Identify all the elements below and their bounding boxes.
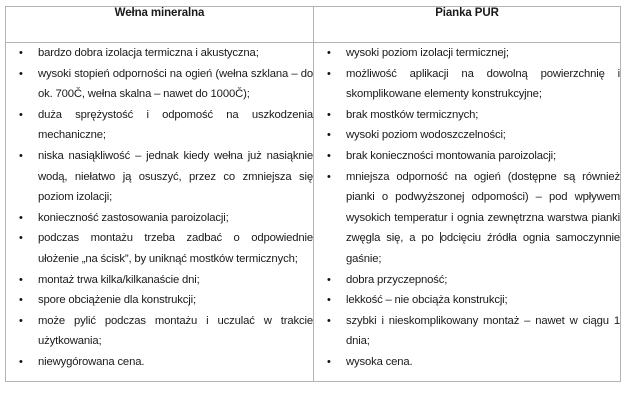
list-item: • podczas montażu trzeba zadbać o odpowiednie ułożenie „na ścisk”, by uniknąć mostków termicznych; xyxy=(6,228,313,269)
list-item: • niska nasiąkliwość – jednak kiedy wełna już nasiąknie wodą, niełatwo ją osuszyć, przez co zmniejsza się poziom izolacji; xyxy=(6,146,313,208)
column-header-pianka-pur xyxy=(314,7,621,43)
comparison-table xyxy=(5,6,621,382)
list-item: • wysoki poziom wodoszczelności; xyxy=(314,125,620,146)
list-item: • wysoki poziom izolacji termicznej; xyxy=(314,43,620,64)
list-item: • brak konieczności montowania paroizolacji; xyxy=(314,146,620,167)
list-item: • duża sprężystość i odpomość na uszkodzenia mechaniczne; xyxy=(6,105,313,146)
column-header-welna-mineralna xyxy=(6,7,314,43)
text-cursor-caret xyxy=(440,232,441,243)
list-item: • bardzo dobra izolacja termiczna i akustyczna; xyxy=(6,43,313,64)
feature-list-pianka-pur xyxy=(314,43,620,373)
list-item: • lekkość – nie obciąża konstrukcji; xyxy=(314,290,620,311)
cell-pianka-pur xyxy=(314,43,621,382)
column-header-label: Pianka PUR xyxy=(435,7,499,19)
table-header-row xyxy=(6,7,621,43)
column-header-label: Wełna mineralna xyxy=(114,7,205,19)
list-item: • może pylić podczas montażu i uczulać w trakcie użytkowania; xyxy=(6,311,313,352)
table-body-row xyxy=(6,43,621,382)
list-item: • wysoka cena. xyxy=(314,352,620,373)
list-item: • szybki i nieskomplikowany montaż – nawet w ciągu 1 dnia; xyxy=(314,311,620,352)
feature-list-welna-mineralna xyxy=(6,43,313,373)
list-item: • wysoki stopień odporności na ogień (wełna szklana – do ok. 700Č, wełna skalna – nawet do 1000Č); xyxy=(6,64,313,105)
list-item: • niewygórowana cena. xyxy=(6,352,313,373)
list-item: • możliwość aplikacji na dowolną powierzchnię i skomplikowane elementy konstrukcyjne; xyxy=(314,64,620,105)
list-item: • konieczność zastosowania paroizolacji; xyxy=(6,208,313,229)
list-item: • spore obciążenie dla konstrukcji; xyxy=(6,290,313,311)
list-item: • mniejsza odporność na ogień (dostępne są również pianki o podwyższonej odpomości) – pod wpływem wysokich temperatur i ognia zewnętrzna warstwa pianki zwęgla się, a po odcięciu źródła ognia samoczynnie gaśnie; xyxy=(314,167,620,270)
cell-welna-mineralna xyxy=(6,43,314,382)
list-item: • dobra przyczepność; xyxy=(314,270,620,291)
list-item: • montaż trwa kilka/kilkanaście dni; xyxy=(6,270,313,291)
list-item: • brak mostków termicznych; xyxy=(314,105,620,126)
